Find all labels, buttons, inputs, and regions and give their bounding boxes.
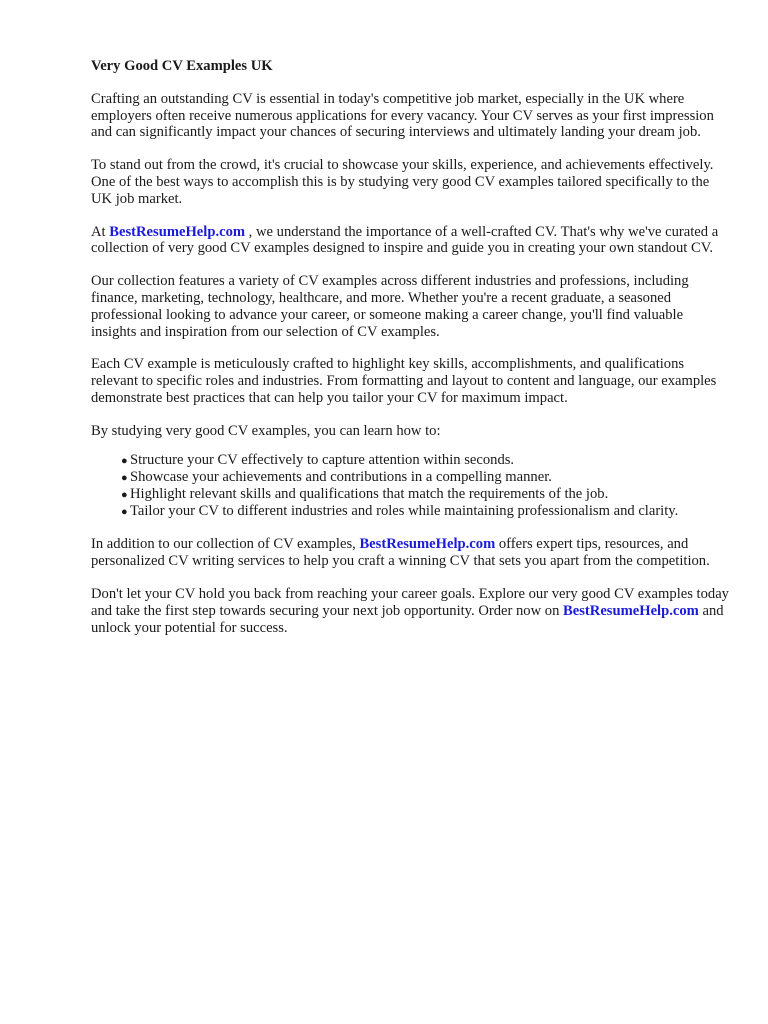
bullet-icon: ● (121, 454, 128, 467)
bullet-icon: ● (121, 506, 128, 519)
list-item (121, 452, 731, 469)
paragraph-each-example: Each CV example is meticulously crafted to highlight key skills, accomplishments, and qualifications relevant to specific roles and industries. From formatting and layout to content and language, our examples demonstrate best practices that can help you tailor your CV for maximum impact. (91, 356, 717, 406)
paragraph-text: Don't let your CV hold you back from reaching your career goals. Explore our very good CV examples today and take the first step towards securing your next job opportunity. Order now on (91, 585, 729, 619)
list-item-text: Highlight relevant skills and qualifications that match the requirements of the job. (130, 485, 609, 502)
list-item-text: Tailor your CV to different industries and roles while maintaining professionalism and clarity. (130, 503, 679, 520)
paragraph-text: In addition to our collection of CV examples, (91, 536, 360, 553)
bullet-icon: ● (121, 488, 128, 501)
paragraph-text: offers expert tips, resources, and personalized CV writing services to help you craft a winning CV that sets you apart from the competition. (91, 536, 710, 570)
list-item (121, 486, 731, 503)
paragraph-collection: Our collection features a variety of CV examples across different industries and professions, including finance, marketing, technology, healthcare, and more. Whether you're a recent graduate, a seasoned professional looking to advance your career, or someone making a career change, you'll find valuable insights and inspiration from our selection of CV examples. (91, 273, 689, 340)
list-item-text: Structure your CV effectively to capture attention within seconds. (130, 451, 515, 468)
list-item (121, 469, 731, 486)
bestresumehelp-link[interactable]: BestResumeHelp.com (359, 536, 496, 553)
paragraph-additional-services (91, 536, 731, 570)
list-item (121, 503, 731, 520)
paragraph-call-to-action (91, 586, 731, 636)
paragraph-about-us (91, 224, 731, 258)
bullet-icon: ● (121, 471, 128, 484)
list-item-text: Showcase your achievements and contributions in a compelling manner. (130, 468, 552, 485)
bestresumehelp-link[interactable]: BestResumeHelp.com (563, 602, 699, 619)
bestresumehelp-link[interactable]: BestResumeHelp.com (109, 223, 246, 240)
paragraph-text: At (91, 223, 110, 240)
document-title: Very Good CV Examples UK (91, 58, 273, 74)
learn-list (91, 452, 731, 521)
paragraph-stand-out: To stand out from the crowd, it's crucial to showcase your skills, experience, and achievements effectively. One of the best ways to accomplish this is by studying very good CV examples tailored specifically to the UK job market. (91, 157, 714, 207)
paragraph-intro: Crafting an outstanding CV is essential in today's competitive job market, especially in the UK where employers often receive numerous applications for every vacancy. Your CV serves as your first impression and can significantly impact your chances of securing interviews and ultimately landing your dream job. (91, 90, 714, 141)
document-page (91, 58, 731, 652)
paragraph-learn-how: By studying very good CV examples, you can learn how to: (91, 422, 441, 439)
paragraph-text: and unlock your potential for success. (91, 602, 724, 636)
paragraph-text: , we understand the importance of a well-crafted CV. That's why we've curated a collection of very good CV examples designed to inspire and guide you in creating your own standout CV. (91, 223, 719, 257)
